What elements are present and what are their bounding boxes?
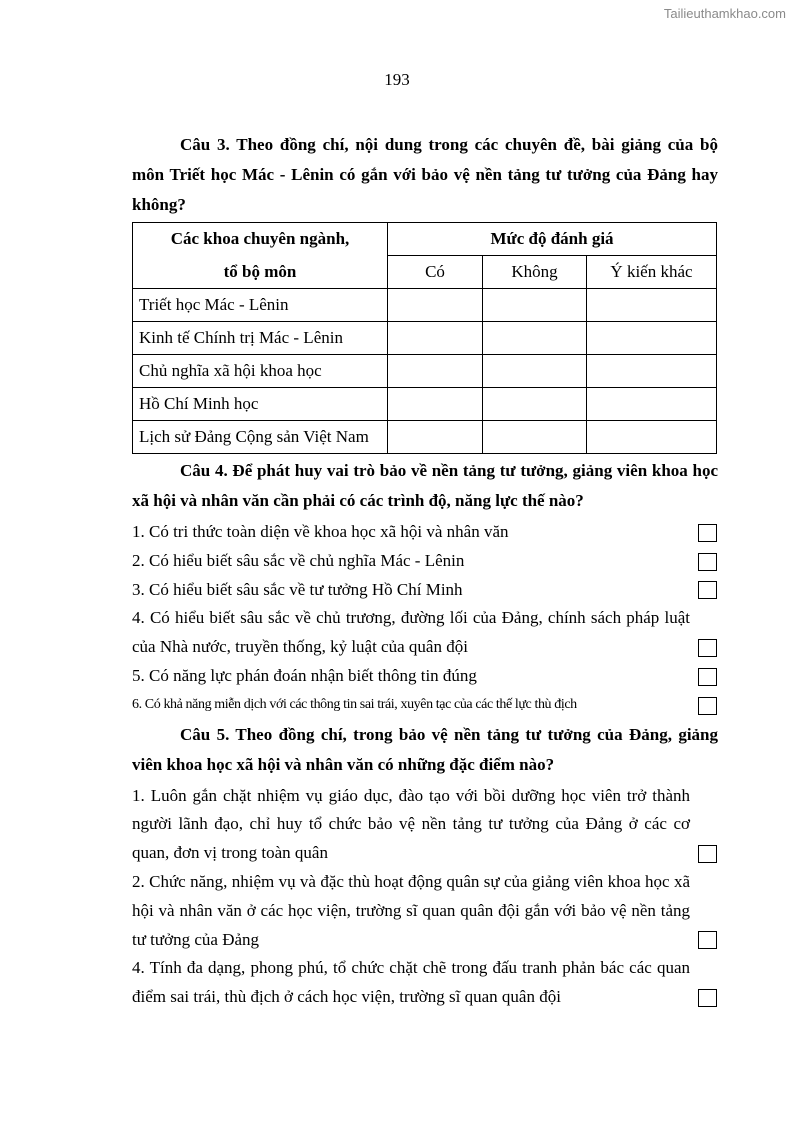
question-4-title: Câu 4. Để phát huy vai trò bảo về nền tảng tư tưởng, giảng viên khoa học xã hội và nhân văn cần phải có các trình độ, năng lực thế nào? [132,461,718,510]
table-header-department: Các khoa chuyên ngành, [133,223,388,256]
page-number: 193 [384,70,410,89]
table-cell-yes[interactable] [388,289,483,322]
question-5-options [132,782,718,1012]
table-subheader-other: Ý kiến khác [587,256,717,289]
table-cell-other[interactable] [587,388,717,421]
table-cell-no[interactable] [483,421,587,454]
option-label: 5. Có năng lực phán đoán nhận biết thông tin đúng [132,665,477,685]
option-label: 2. Có hiểu biết sâu sắc về chủ nghĩa Mác - Lênin [132,550,465,570]
table-cell-other[interactable] [587,421,717,454]
list-item [132,576,718,605]
checkbox[interactable] [698,931,717,949]
table-row [133,355,717,388]
checkbox[interactable] [698,553,717,571]
document-body [132,130,718,1012]
option-label: 1. Luôn gắn chặt nhiệm vụ giáo dục, đào tạo với bồi dưỡng học viên trở thành người lãnh đạo, chỉ huy tổ chức bảo vệ nền tảng tư tưởng của Đảng ở các cơ quan, đơn vị trong toàn quân [132,785,690,863]
table-header-department-line2: tổ bộ môn [133,256,388,289]
list-item [132,604,718,662]
table-row-label: Kinh tế Chính trị Mác - Lênin [133,322,388,355]
table-cell-no[interactable] [483,355,587,388]
checkbox[interactable] [698,845,717,863]
checkbox[interactable] [698,668,717,686]
table-row-label: Chủ nghĩa xã hội khoa học [133,355,388,388]
table-row-label: Hồ Chí Minh học [133,388,388,421]
table-cell-other[interactable] [587,355,717,388]
list-item [132,691,718,720]
table-subheader-yes: Có [388,256,483,289]
list-item [132,518,718,547]
table-cell-yes[interactable] [388,322,483,355]
question-3-title: Câu 3. Theo đồng chí, nội dung trong các chuyên đề, bài giảng của bộ môn Triết học Mác - Lênin có gắn với bảo vệ nền tảng tư tưởng của Đảng hay không? [132,135,718,214]
table-row-label: Triết học Mác - Lênin [133,289,388,322]
watermark: Tailieuthamkhao.com [663,6,786,21]
list-item [132,547,718,576]
checkbox[interactable] [698,697,717,715]
table-cell-yes[interactable] [388,421,483,454]
option-label: 4. Tính đa dạng, phong phú, tổ chức chặt chẽ trong đấu tranh phản bác các quan điểm sai trái, thù địch ở cách học viện, trường sĩ quan quân đội [132,958,690,1007]
table-row [133,322,717,355]
table-cell-other[interactable] [587,322,717,355]
table-cell-no[interactable] [483,388,587,421]
option-label: 2. Chức năng, nhiệm vụ và đặc thù hoạt động quân sự của giảng viên khoa học xã hội và nhân văn ở các học viện, trường sĩ quan quân đội gắn với bảo vệ nền tảng tư tưởng của Đảng [132,871,690,949]
table-cell-yes[interactable] [388,355,483,388]
table-cell-no[interactable] [483,322,587,355]
question-4-options [132,518,718,720]
list-item [132,662,718,691]
list-item [132,782,718,868]
option-label: 4. Có hiểu biết sâu sắc về chủ trương, đường lối của Đảng, chính sách pháp luật của Nhà nước, truyền thống, kỷ luật của quân đội [132,608,690,657]
table-cell-other[interactable] [587,289,717,322]
table-cell-no[interactable] [483,289,587,322]
list-item [132,954,718,1012]
table-cell-yes[interactable] [388,388,483,421]
option-label: 3. Có hiểu biết sâu sắc về tư tưởng Hồ Chí Minh [132,579,463,599]
checkbox[interactable] [698,989,717,1007]
table-header-rating: Mức độ đánh giá [388,223,717,256]
option-label: 1. Có tri thức toàn diện về khoa học xã hội và nhân văn [132,522,509,541]
checkbox[interactable] [698,581,717,599]
table-subheader-no: Không [483,256,587,289]
evaluation-table [132,222,717,454]
list-item [132,868,718,954]
checkbox[interactable] [698,639,717,657]
table-row [133,421,717,454]
question-5-title: Câu 5. Theo đồng chí, trong bảo vệ nền tảng tư tưởng của Đảng, giảng viên khoa học xã hội và nhân văn có những đặc điểm nào? [132,724,718,774]
checkbox[interactable] [698,524,717,542]
table-row-label: Lịch sử Đảng Cộng sản Việt Nam [133,421,388,454]
option-label: 6. Có khả năng miễn dịch với các thông tin sai trái, xuyên tạc của các thế lực thù địch [132,696,577,712]
table-row [133,388,717,421]
table-row [133,289,717,322]
